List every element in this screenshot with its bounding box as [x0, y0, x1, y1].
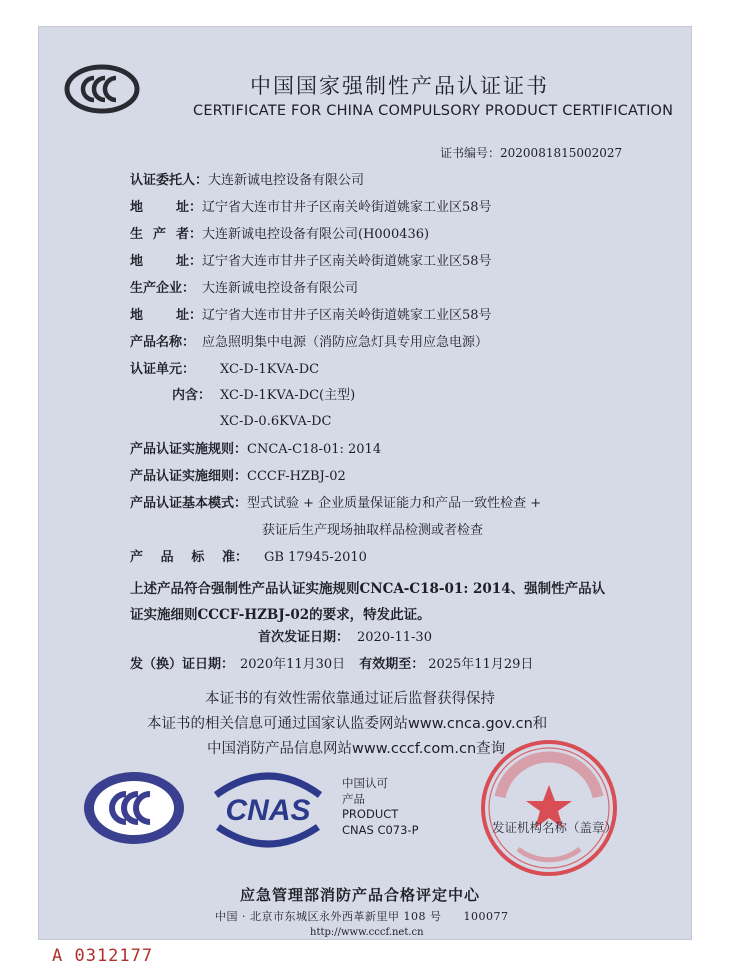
certificate-number	[440, 144, 622, 161]
unit-label: 认证单元：	[130, 362, 196, 377]
cnas-line-2: 产品	[342, 792, 365, 806]
issuer-address-text: 中国 · 北京市东城区永外西革新里甲 108 号	[215, 910, 442, 923]
address-label-a: 地	[130, 308, 144, 323]
seal-label: 发证机构名称（盖章）	[492, 820, 618, 835]
content-row-2	[220, 412, 331, 432]
issuer-seal-stamp	[478, 737, 620, 879]
certificate-number-value: 2020081815002027	[500, 146, 623, 160]
standard-label-b: 品	[160, 550, 174, 565]
statement-line-1: 上述产品符合强制性产品认证实施规则CNCA-C18-01: 2014、强制性产品认	[130, 581, 606, 597]
statement-line-2: 证实施细则CCCF-HZBJ-02的要求，特发此证。	[130, 607, 431, 623]
mode-value-1: 型式试验 + 企业质量保证能力和产品一致性检查 +	[247, 496, 542, 511]
product-label: 产品名称：	[130, 335, 196, 350]
applicant-address-value: 辽宁省大连市甘井子区南关岭街道姚家工业区58号	[202, 200, 492, 215]
ccc-badge-icon	[82, 770, 186, 846]
cnas-badge-icon	[208, 765, 328, 853]
serial-number: A 0312177	[52, 946, 154, 966]
issuer-address	[215, 908, 508, 924]
unit-value: XC-D-1KVA-DC	[220, 362, 320, 377]
address-label	[130, 306, 202, 326]
address-label-a: 地	[130, 254, 144, 269]
expiry-value: 2025年11月29日	[428, 657, 534, 672]
standard-row	[130, 548, 367, 568]
standard-label-a: 产	[130, 550, 144, 565]
product-row	[130, 333, 488, 353]
standard-value: GB 17945-2010	[264, 550, 367, 565]
rule-label: 产品认证实施规则：	[130, 442, 248, 457]
first-issue-label: 首次发证日期：	[258, 630, 350, 645]
issue-row	[130, 655, 533, 675]
manufacturer-label-a: 生	[130, 227, 144, 242]
cnas-badge-text: CNAS	[225, 794, 311, 827]
address-label-b: 址：	[175, 308, 202, 323]
content-row-1	[172, 386, 355, 406]
ccc-logo-icon	[64, 64, 140, 114]
certificate-number-label: 证书编号：	[440, 146, 501, 160]
unit-row	[130, 360, 319, 380]
address-label	[130, 252, 202, 272]
manufacturer-value: 大连新诚电控设备有限公司(H000436)	[202, 227, 430, 242]
rule-row	[130, 440, 381, 460]
detail-row	[130, 467, 346, 487]
manufacturer-address-row	[130, 252, 492, 272]
cnca-note: 本证书的相关信息可通过国家认监委网站www.cnca.gov.cn和	[147, 716, 548, 732]
issuer-website: http://www.cccf.net.cn	[310, 927, 424, 938]
content-value-1: XC-D-1KVA-DC(主型)	[220, 388, 356, 403]
standard-label-d: 准：	[221, 550, 248, 565]
first-issue-value: 2020-11-30	[357, 630, 432, 645]
expiry-label: 有效期至：	[359, 657, 425, 672]
standard-label	[130, 548, 248, 568]
manufacturer-label-b: 产	[152, 227, 166, 242]
address-label-b: 址：	[175, 254, 202, 269]
applicant-address-row	[130, 198, 492, 218]
rule-value: CNCA-C18-01: 2014	[247, 442, 382, 457]
factory-row	[130, 279, 358, 299]
address-label-b: 址：	[175, 200, 202, 215]
issue-date-label: 发（换）证日期：	[130, 657, 235, 672]
applicant-row	[130, 171, 364, 191]
manufacturer-label	[130, 225, 202, 245]
certificate-title-en: CERTIFICATE FOR CHINA COMPULSORY PRODUCT CERTIFICATION	[193, 103, 674, 119]
manufacturer-label-c: 者：	[175, 227, 202, 242]
content-label: 内含：	[172, 388, 212, 403]
factory-address-row	[130, 306, 492, 326]
validity-note: 本证书的有效性需依靠通过证后监督获得保持	[205, 691, 495, 707]
cccf-note: 中国消防产品信息网站www.cccf.com.cn查询	[207, 741, 506, 757]
certificate-title-cn: 中国国家强制性产品认证证书	[250, 74, 549, 98]
mode-row-2	[262, 521, 483, 541]
factory-value: 大连新诚电控设备有限公司	[202, 281, 359, 296]
factory-address-value: 辽宁省大连市甘井子区南关岭街道姚家工业区58号	[202, 308, 492, 323]
issuer-name: 应急管理部消防产品合格评定中心	[240, 886, 481, 904]
issuer-postcode: 100077	[463, 910, 509, 923]
address-label-a: 地	[130, 200, 144, 215]
mode-row	[130, 494, 541, 514]
content-value-2: XC-D-0.6KVA-DC	[220, 414, 332, 429]
mode-label: 产品认证基本模式：	[130, 496, 248, 511]
applicant-label: 认证委托人：	[130, 173, 209, 188]
cnas-line-4: CNAS C073-P	[342, 823, 419, 837]
factory-label: 生产企业：	[130, 281, 196, 296]
cnas-line-3: PRODUCT	[342, 807, 399, 821]
issue-date-value: 2020年11月30日	[240, 657, 346, 672]
cnas-line-1: 中国认可	[342, 776, 388, 790]
first-issue-row	[258, 628, 432, 648]
product-value: 应急照明集中电源（消防应急灯具专用应急电源）	[202, 335, 489, 350]
detail-label: 产品认证实施细则：	[130, 469, 248, 484]
manufacturer-address-value: 辽宁省大连市甘井子区南关岭街道姚家工业区58号	[202, 254, 492, 269]
mode-value-2: 获证后生产现场抽取样品检测或者检查	[262, 523, 484, 538]
detail-value: CCCF-HZBJ-02	[247, 469, 346, 484]
standard-label-c: 标	[191, 550, 205, 565]
address-label	[130, 198, 202, 218]
applicant-value: 大连新诚电控设备有限公司	[208, 173, 365, 188]
manufacturer-row	[130, 225, 429, 245]
